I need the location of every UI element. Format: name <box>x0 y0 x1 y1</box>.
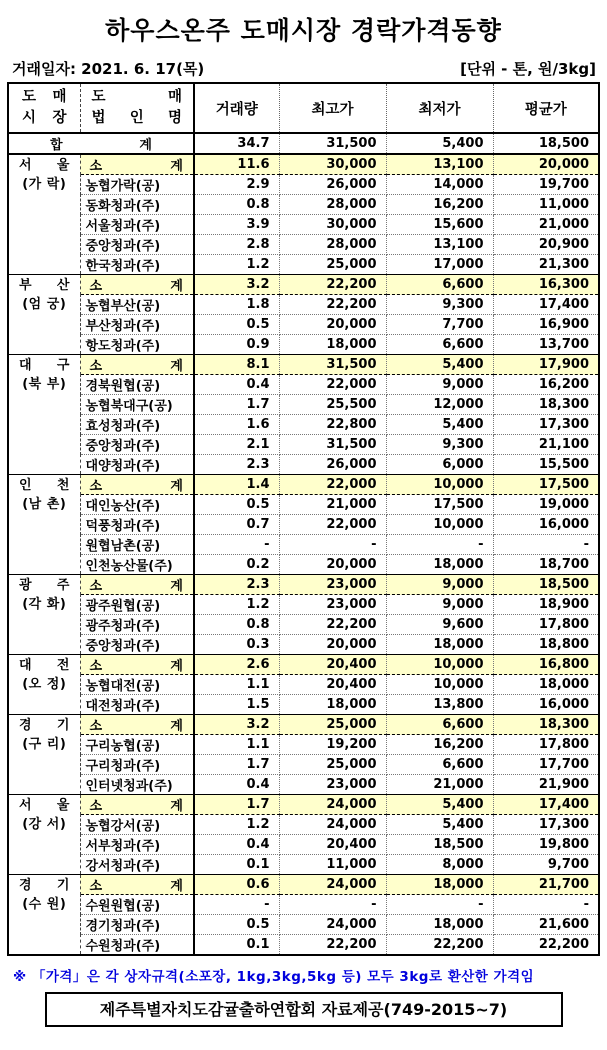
low-cell: 18,000 <box>386 555 493 575</box>
table-row <box>8 755 599 775</box>
subtotal-label: 소 계 <box>80 275 194 295</box>
volume-cell: 2.3 <box>194 455 279 475</box>
avg-cell: 17,400 <box>493 795 599 815</box>
high-cell: 26,000 <box>279 175 386 195</box>
corp-name: 농협북대구(공) <box>80 395 194 415</box>
avg-cell: 21,900 <box>493 775 599 795</box>
corp-name: 경북원협(공) <box>80 375 194 395</box>
table-row <box>8 835 599 855</box>
high-cell: 28,000 <box>279 195 386 215</box>
table-row <box>8 615 599 635</box>
avg-cell: 17,800 <box>493 615 599 635</box>
low-cell: 5,400 <box>386 415 493 435</box>
volume-cell: 1.2 <box>194 815 279 835</box>
low-cell: 9,300 <box>386 435 493 455</box>
table-row <box>8 535 599 555</box>
corp-name: 한국청과(주) <box>80 255 194 275</box>
table-row <box>8 815 599 835</box>
market-cell <box>8 795 80 875</box>
subtotal-label: 소 계 <box>80 475 194 495</box>
volume-cell: 1.8 <box>194 295 279 315</box>
avg-cell: 17,700 <box>493 755 599 775</box>
corp-name: 동화청과(주) <box>80 195 194 215</box>
avg-cell: 18,900 <box>493 595 599 615</box>
volume-cell: 0.9 <box>194 335 279 355</box>
corp-name: 항도청과(주) <box>80 335 194 355</box>
header-corp: 도 매 법 인 명 <box>80 83 194 133</box>
market-name: 서 울 <box>19 798 70 813</box>
low-cell: 13,800 <box>386 695 493 715</box>
corp-name: 중앙청과(주) <box>80 635 194 655</box>
avg-cell: - <box>493 895 599 915</box>
avg-cell: 17,300 <box>493 815 599 835</box>
table-row <box>8 355 599 375</box>
low-cell: 6,000 <box>386 455 493 475</box>
corp-name: 대양청과(주) <box>80 455 194 475</box>
avg-cell: 21,300 <box>493 255 599 275</box>
avg-cell: 20,000 <box>493 154 599 175</box>
market-name: 대 전 <box>19 658 70 673</box>
volume-cell: 1.7 <box>194 395 279 415</box>
page-title: 하우스온주 도매시장 경락가격동향 <box>105 16 502 45</box>
total-label: 합 계 <box>8 133 194 154</box>
market-name: 서 울 <box>19 158 70 173</box>
subtotal-label: 소 계 <box>80 355 194 375</box>
corp-name: 수원원협(공) <box>80 895 194 915</box>
avg-cell: 17,400 <box>493 295 599 315</box>
market-name: 경 기 <box>19 878 70 893</box>
volume-cell: 1.1 <box>194 675 279 695</box>
market-location: (북 부) <box>22 377 67 392</box>
market-name: 대 구 <box>19 358 70 373</box>
low-cell: 14,000 <box>386 175 493 195</box>
table-row <box>8 335 599 355</box>
table-row <box>8 375 599 395</box>
low-cell: 21,000 <box>386 775 493 795</box>
market-cell <box>8 715 80 795</box>
volume-cell: 0.7 <box>194 515 279 535</box>
avg-cell: 22,200 <box>493 935 599 956</box>
high-cell: 24,000 <box>279 915 386 935</box>
low-cell: 8,000 <box>386 855 493 875</box>
subtotal-label: 소 계 <box>80 575 194 595</box>
avg-cell: 18,500 <box>493 575 599 595</box>
low-cell: 5,400 <box>386 355 493 375</box>
high-cell: 11,000 <box>279 855 386 875</box>
low-cell: 13,100 <box>386 235 493 255</box>
high-cell: 22,000 <box>279 515 386 535</box>
low-cell: 10,000 <box>386 655 493 675</box>
table-row <box>8 635 599 655</box>
table-row <box>8 735 599 755</box>
high-cell: 30,000 <box>279 215 386 235</box>
avg-cell: 21,000 <box>493 215 599 235</box>
corp-name: 농협강서(공) <box>80 815 194 835</box>
corp-name: 농협대전(공) <box>80 675 194 695</box>
high-cell: 28,000 <box>279 235 386 255</box>
corp-name: 경기청과(주) <box>80 915 194 935</box>
volume-cell: 0.6 <box>194 875 279 895</box>
corp-name: 원협남촌(공) <box>80 535 194 555</box>
table-row <box>8 215 599 235</box>
avg-cell: - <box>493 535 599 555</box>
table-row <box>8 495 599 515</box>
volume-cell: 0.4 <box>194 775 279 795</box>
price-table <box>7 82 600 956</box>
header-volume: 거래량 <box>194 83 279 133</box>
table-row <box>8 235 599 255</box>
high-cell: 31,500 <box>279 355 386 375</box>
subtotal-label: 소 계 <box>80 795 194 815</box>
total-avg-cell: 18,500 <box>493 133 599 154</box>
volume-cell: - <box>194 895 279 915</box>
corp-name: 서울청과(주) <box>80 215 194 235</box>
volume-cell: 3.2 <box>194 275 279 295</box>
market-name: 인 천 <box>19 478 70 493</box>
volume-cell: 0.1 <box>194 935 279 956</box>
low-cell: 9,000 <box>386 375 493 395</box>
low-cell: 6,600 <box>386 755 493 775</box>
high-cell: 24,000 <box>279 815 386 835</box>
corp-name: 광주원협(공) <box>80 595 194 615</box>
market-location: (각 화) <box>22 597 67 612</box>
low-cell: - <box>386 535 493 555</box>
volume-cell: 1.7 <box>194 795 279 815</box>
header-avg: 평균가 <box>493 83 599 133</box>
market-cell <box>8 575 80 655</box>
subtotal-label: 소 계 <box>80 715 194 735</box>
avg-cell: 17,900 <box>493 355 599 375</box>
market-location: (구 리) <box>22 737 67 752</box>
volume-cell: 1.1 <box>194 735 279 755</box>
market-name: 광 주 <box>19 578 70 593</box>
high-cell: 22,200 <box>279 935 386 956</box>
volume-cell: 0.8 <box>194 615 279 635</box>
high-cell: 18,000 <box>279 335 386 355</box>
low-cell: 18,000 <box>386 875 493 895</box>
low-cell: 5,400 <box>386 815 493 835</box>
market-location: (수 원) <box>22 897 67 912</box>
avg-cell: 19,700 <box>493 175 599 195</box>
market-location: (가 락) <box>22 177 67 192</box>
low-cell: 6,600 <box>386 335 493 355</box>
high-cell: 21,000 <box>279 495 386 515</box>
low-cell: 17,500 <box>386 495 493 515</box>
low-cell: - <box>386 895 493 915</box>
total-volume-cell: 34.7 <box>194 133 279 154</box>
high-cell: 25,000 <box>279 715 386 735</box>
volume-cell: 2.9 <box>194 175 279 195</box>
high-cell: 25,000 <box>279 255 386 275</box>
market-name: 부 산 <box>19 278 70 293</box>
avg-cell: 16,000 <box>493 695 599 715</box>
table-row <box>8 295 599 315</box>
high-cell: 20,000 <box>279 555 386 575</box>
table-row <box>8 435 599 455</box>
corp-name: 중앙청과(주) <box>80 235 194 255</box>
subtotal-label: 소 계 <box>80 154 194 175</box>
low-cell: 17,000 <box>386 255 493 275</box>
volume-cell: 0.5 <box>194 915 279 935</box>
corp-name: 농협부산(공) <box>80 295 194 315</box>
table-row <box>8 195 599 215</box>
low-cell: 15,600 <box>386 215 493 235</box>
market-cell <box>8 154 80 275</box>
table-row <box>8 655 599 675</box>
corp-name: 서부청과(주) <box>80 835 194 855</box>
high-cell: - <box>279 535 386 555</box>
table-row <box>8 695 599 715</box>
header-high: 최고가 <box>279 83 386 133</box>
high-cell: 18,000 <box>279 695 386 715</box>
header-row <box>8 83 599 133</box>
high-cell: 22,200 <box>279 295 386 315</box>
corp-name: 강서청과(주) <box>80 855 194 875</box>
volume-cell: 0.4 <box>194 375 279 395</box>
high-cell: 26,000 <box>279 455 386 475</box>
avg-cell: 21,100 <box>493 435 599 455</box>
avg-cell: 18,300 <box>493 395 599 415</box>
avg-cell: 18,300 <box>493 715 599 735</box>
volume-cell: 0.4 <box>194 835 279 855</box>
avg-cell: 16,800 <box>493 655 599 675</box>
high-cell: 19,200 <box>279 735 386 755</box>
table-row <box>8 795 599 815</box>
avg-cell: 20,900 <box>493 235 599 255</box>
high-cell: - <box>279 895 386 915</box>
corp-name: 구리농협(공) <box>80 735 194 755</box>
avg-cell: 17,500 <box>493 475 599 495</box>
low-cell: 9,300 <box>386 295 493 315</box>
volume-cell: 1.6 <box>194 415 279 435</box>
corp-name: 효성청과(주) <box>80 415 194 435</box>
price-footnote: ※ 「가격」은 각 상자규격(소포장, 1kg,3kg,5kg 등) 모두 3kg로 환산한 가격임 <box>13 969 535 985</box>
low-cell: 18,000 <box>386 635 493 655</box>
table-row <box>8 395 599 415</box>
high-cell: 25,500 <box>279 395 386 415</box>
corp-name: 광주청과(주) <box>80 615 194 635</box>
avg-cell: 17,300 <box>493 415 599 435</box>
volume-cell: 1.2 <box>194 255 279 275</box>
volume-cell: 11.6 <box>194 154 279 175</box>
volume-cell: 2.6 <box>194 655 279 675</box>
high-cell: 24,000 <box>279 875 386 895</box>
table-row <box>8 275 599 295</box>
corp-name: 중앙청과(주) <box>80 435 194 455</box>
table-row <box>8 575 599 595</box>
low-cell: 10,000 <box>386 475 493 495</box>
market-name: 경 기 <box>19 718 70 733</box>
table-row <box>8 475 599 495</box>
total-high-cell: 31,500 <box>279 133 386 154</box>
avg-cell: 21,700 <box>493 875 599 895</box>
corp-name: 인터넷청과(주) <box>80 775 194 795</box>
low-cell: 16,200 <box>386 735 493 755</box>
high-cell: 25,000 <box>279 755 386 775</box>
table-row <box>8 935 599 956</box>
header-low: 최저가 <box>386 83 493 133</box>
volume-cell: 2.8 <box>194 235 279 255</box>
market-location: (남 촌) <box>22 497 67 512</box>
market-location: (강 서) <box>22 817 67 832</box>
high-cell: 20,000 <box>279 635 386 655</box>
low-cell: 13,100 <box>386 154 493 175</box>
table-header <box>8 83 599 133</box>
market-cell <box>8 655 80 715</box>
volume-cell: 0.5 <box>194 315 279 335</box>
corp-name: 인천농산물(주) <box>80 555 194 575</box>
table-row <box>8 255 599 275</box>
table-row <box>8 154 599 175</box>
high-cell: 30,000 <box>279 154 386 175</box>
corp-name: 대전청과(주) <box>80 695 194 715</box>
meta-row <box>12 58 596 79</box>
volume-cell: 0.2 <box>194 555 279 575</box>
avg-cell: 16,300 <box>493 275 599 295</box>
avg-cell: 19,800 <box>493 835 599 855</box>
low-cell: 22,200 <box>386 935 493 956</box>
volume-cell: 1.4 <box>194 475 279 495</box>
low-cell: 9,000 <box>386 575 493 595</box>
volume-cell: 1.5 <box>194 695 279 715</box>
table-body <box>8 133 599 955</box>
volume-cell: 0.8 <box>194 195 279 215</box>
high-cell: 31,500 <box>279 435 386 455</box>
high-cell: 20,000 <box>279 315 386 335</box>
low-cell: 9,000 <box>386 595 493 615</box>
avg-cell: 18,000 <box>493 675 599 695</box>
low-cell: 9,600 <box>386 615 493 635</box>
table-row <box>8 175 599 195</box>
corp-name: 대인농산(주) <box>80 495 194 515</box>
high-cell: 23,000 <box>279 775 386 795</box>
avg-cell: 9,700 <box>493 855 599 875</box>
provider-text: 제주특별자치도감귤출하연합회 자료제공(749-2015~7) <box>99 1000 508 1019</box>
corp-name: 덕풍청과(주) <box>80 515 194 535</box>
high-cell: 22,000 <box>279 475 386 495</box>
subtotal-label: 소 계 <box>80 655 194 675</box>
table-row <box>8 555 599 575</box>
table-row <box>8 415 599 435</box>
volume-cell: 8.1 <box>194 355 279 375</box>
high-cell: 22,000 <box>279 375 386 395</box>
market-cell <box>8 275 80 355</box>
subtotal-label: 소 계 <box>80 875 194 895</box>
corp-name: 수원청과(주) <box>80 935 194 956</box>
page <box>0 11 607 1027</box>
volume-cell: - <box>194 535 279 555</box>
unit-label: [단위 - 톤, 원/3kg] <box>460 60 596 78</box>
low-cell: 10,000 <box>386 515 493 535</box>
table-row <box>8 875 599 895</box>
header-market: 도 매 시 장 <box>8 83 80 133</box>
trade-date-label: 거래일자: 2021. 6. 17(목) <box>12 60 205 78</box>
high-cell: 22,200 <box>279 275 386 295</box>
total-row <box>8 133 599 154</box>
market-location: (오 정) <box>22 677 67 692</box>
high-cell: 20,400 <box>279 675 386 695</box>
avg-cell: 16,200 <box>493 375 599 395</box>
table-row <box>8 715 599 735</box>
low-cell: 5,400 <box>386 795 493 815</box>
corp-name: 농협가락(공) <box>80 175 194 195</box>
table-row <box>8 895 599 915</box>
high-cell: 24,000 <box>279 795 386 815</box>
low-cell: 10,000 <box>386 675 493 695</box>
volume-cell: 0.5 <box>194 495 279 515</box>
table-row <box>8 515 599 535</box>
table-row <box>8 675 599 695</box>
low-cell: 18,000 <box>386 915 493 935</box>
volume-cell: 0.1 <box>194 855 279 875</box>
high-cell: 23,000 <box>279 575 386 595</box>
volume-cell: 3.9 <box>194 215 279 235</box>
high-cell: 22,800 <box>279 415 386 435</box>
market-cell <box>8 355 80 475</box>
low-cell: 18,500 <box>386 835 493 855</box>
avg-cell: 15,500 <box>493 455 599 475</box>
low-cell: 16,200 <box>386 195 493 215</box>
volume-cell: 2.3 <box>194 575 279 595</box>
corp-name: 부산청과(주) <box>80 315 194 335</box>
avg-cell: 16,900 <box>493 315 599 335</box>
table-row <box>8 775 599 795</box>
table-row <box>8 915 599 935</box>
avg-cell: 17,800 <box>493 735 599 755</box>
volume-cell: 1.2 <box>194 595 279 615</box>
market-cell <box>8 875 80 956</box>
provider-box <box>45 992 563 1027</box>
high-cell: 22,200 <box>279 615 386 635</box>
avg-cell: 21,600 <box>493 915 599 935</box>
volume-cell: 2.1 <box>194 435 279 455</box>
high-cell: 20,400 <box>279 835 386 855</box>
low-cell: 12,000 <box>386 395 493 415</box>
avg-cell: 18,700 <box>493 555 599 575</box>
avg-cell: 13,700 <box>493 335 599 355</box>
avg-cell: 18,800 <box>493 635 599 655</box>
table-row <box>8 455 599 475</box>
market-cell <box>8 475 80 575</box>
market-location: (엄 궁) <box>22 297 67 312</box>
volume-cell: 1.7 <box>194 755 279 775</box>
volume-cell: 0.3 <box>194 635 279 655</box>
high-cell: 20,400 <box>279 655 386 675</box>
low-cell: 6,600 <box>386 275 493 295</box>
table-row <box>8 595 599 615</box>
low-cell: 7,700 <box>386 315 493 335</box>
avg-cell: 16,000 <box>493 515 599 535</box>
high-cell: 23,000 <box>279 595 386 615</box>
table-row <box>8 315 599 335</box>
avg-cell: 19,000 <box>493 495 599 515</box>
volume-cell: 3.2 <box>194 715 279 735</box>
total-low-cell: 5,400 <box>386 133 493 154</box>
corp-name: 구리청과(주) <box>80 755 194 775</box>
avg-cell: 11,000 <box>493 195 599 215</box>
low-cell: 6,600 <box>386 715 493 735</box>
table-row <box>8 855 599 875</box>
